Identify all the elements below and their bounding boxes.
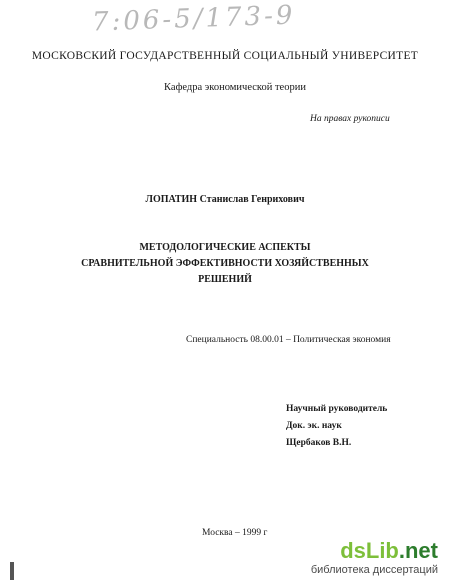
watermark-subtitle: библиотека диссертаций <box>310 564 438 576</box>
supervisor-block <box>286 401 387 452</box>
dissertation-title <box>0 240 450 288</box>
city-year: Москва – 1999 г <box>202 528 268 538</box>
supervisor-role: Научный руководитель <box>286 404 388 414</box>
scan-edge-mark <box>10 562 14 580</box>
dslib-logo[interactable] <box>311 540 438 562</box>
university-name: МОСКОВСКИЙ ГОСУДАРСТВЕННЫЙ СОЦИАЛЬНЫЙ УНИВЕРСИТЕТ <box>31 50 419 62</box>
author-name: ЛОПАТИН Станислав Генрихович <box>145 194 305 205</box>
supervisor-degree: Док. эк. наук <box>286 421 342 431</box>
title-line-2: СРАВНИТЕЛЬНОЙ ЭФФЕКТИВНОСТИ ХОЗЯЙСТВЕННЫХ <box>81 258 369 269</box>
dslib-watermark[interactable] <box>311 540 438 576</box>
logo-main-text: dsLib <box>340 538 399 563</box>
supervisor-name: Щербаков В.Н. <box>286 438 352 448</box>
title-line-1: МЕТОДОЛОГИЧЕСКИЕ АСПЕКТЫ <box>139 242 311 253</box>
specialty-line: Специальность 08.00.01 – Политическая экономия <box>186 335 391 345</box>
handwritten-note: 7:06-5/173-9 <box>91 0 296 38</box>
department-name: Кафедра экономической теории <box>164 82 306 93</box>
manuscript-rights-note: На правах рукописи <box>310 114 390 124</box>
logo-suffix-text: .net <box>398 538 438 563</box>
title-line-3: РЕШЕНИЙ <box>198 274 252 285</box>
